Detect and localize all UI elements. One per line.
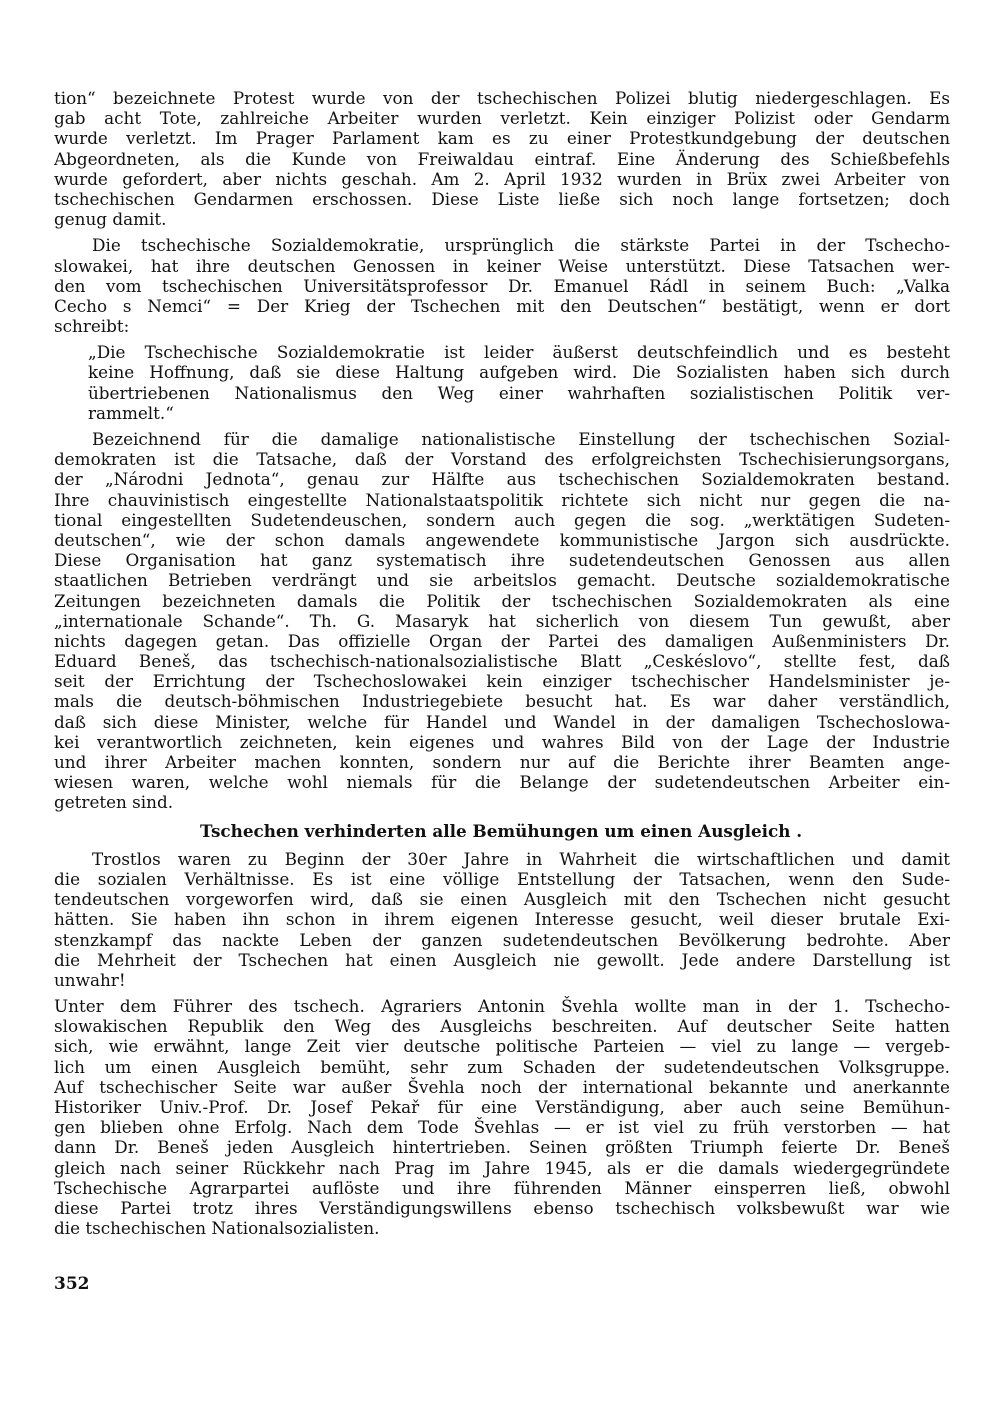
text-line: gen blieben ohne Erfolg. Nach dem Tode Švehlas — er ist viel zu früh verstorben — hat — [54, 1117, 950, 1138]
paragraph — [54, 996, 950, 1238]
text-line: Trostlos waren zu Beginn der 30er Jahre in Wahrheit die wirtschaftlichen und damit — [92, 848, 950, 869]
text-line: „Die Tschechische Sozialdemokratie ist leider äußerst deutschfeindlich und es besteht — [88, 342, 950, 363]
text-line: wiesen waren, welche wohl niemals für die Belange der sudetendeutschen Arbeiter ein- — [54, 772, 950, 793]
text-line: Eduard Beneš, das tschechisch-nationalsozialistische Blatt „Ceskéslovo“, stellte fest, daß — [54, 651, 950, 672]
text-line: hätten. Sie haben ihn schon in ihrem eigenen Interesse gesucht, weil dieser brutale Exi- — [54, 909, 950, 930]
text-line: Zeitungen bezeichneten damals die Politik der tschechischen Sozialdemokraten als eine — [54, 590, 950, 611]
text-line: tschechischen Gendarmen erschossen. Diese Liste ließe sich noch lange fortsetzen; doch — [54, 188, 950, 209]
paragraph — [54, 849, 950, 990]
text-line: seit der Errichtung der Tschechoslowakei kein einziger tschechischer Handelsminister je- — [54, 671, 950, 692]
text-line: diese Partei trotz ihres Verständigungswillens ebenso tschechisch volksbewußt war wie — [54, 1197, 950, 1218]
text-line: genug damit. — [54, 209, 167, 230]
text-line: lich um einen Ausgleich bemüht, sehr zum Schaden der sudetendeutschen Volksgruppe. — [54, 1056, 950, 1077]
text-line: rammelt.“ — [88, 402, 174, 423]
text-line: wurde gefordert, aber nichts geschah. Am 2. April 1932 wurden in Brüx zwei Arbeiter von — [54, 168, 950, 189]
text-line: slowakei, hat ihre deutschen Genossen in keiner Weise unterstützt. Diese Tatsachen wer- — [54, 255, 950, 276]
text-line: mals die deutsch-böhmischen Industriegebiete besucht hat. Es war daher verständlich, — [54, 691, 950, 712]
section-heading: Tschechen verhinderten alle Bemühungen um einen Ausgleich . — [200, 820, 803, 841]
text-line: staatlichen Betrieben verdrängt und sie arbeitslos gemacht. Deutsche sozialdemokratische — [54, 570, 950, 591]
text-line: Auf tschechischer Seite war außer Švehla noch der international bekannte und anerkannte — [54, 1076, 950, 1097]
text-line: Historiker Univ.-Prof. Dr. Josef Pekař für eine Verständigung, aber auch seine Bemühun- — [54, 1097, 950, 1117]
text-line: daß sich diese Minister, welche für Handel und Wandel in der damaligen Tschechoslowa- — [54, 711, 950, 732]
text-line: dann Dr. Beneš jeden Ausgleich hintertrieben. Seinen größten Triumph feierte Dr. Beneš — [54, 1137, 950, 1158]
text-line: Ihre chauvinistisch eingestellte Nationalstaatspolitik richtete sich nicht nur gegen die na- — [54, 489, 950, 510]
paragraph — [54, 235, 950, 336]
text-line: übertriebenen Nationalismus den Weg einer wahrhaften sozialistischen Politik ver- — [88, 382, 950, 403]
text-line: gab acht Tote, zahlreiche Arbeiter wurden verletzt. Kein einziger Polizist oder Gendarm — [54, 108, 950, 129]
paragraph — [54, 429, 950, 813]
paragraph — [54, 88, 950, 229]
text-line: Tschechische Agrarpartei auflöste und ihre führenden Männer einsperren ließ, obwohl — [54, 1177, 950, 1198]
text-line: deutschen“, wie der schon damals angewendete kommunistische Jargon sich ausdrückte. — [54, 529, 950, 550]
text-line: der „Národni Jednota“, genau zur Hälfte aus tschechischen Sozialdemokraten bestand. — [54, 469, 950, 490]
block-quote — [54, 342, 950, 423]
page-number: 352 — [54, 1274, 90, 1294]
text-line: „internationale Schande“. Th. G. Masaryk hat sicherlich von diesem Tun gewußt, aber — [54, 610, 950, 631]
text-line: slowakischen Republik den Weg des Ausgleichs beschreiten. Auf deutscher Seite hatten — [54, 1016, 950, 1037]
text-line: tion“ bezeichnete Protest wurde von der tschechischen Polizei blutig niedergeschlagen. Es — [54, 88, 950, 108]
text-line: Unter dem Führer des tschech. Agrariers Antonin Švehla wollte man in der 1. Tschecho- — [54, 996, 950, 1017]
text-line: die Mehrheit der Tschechen hat einen Ausgleich nie gewollt. Jede andere Darstellung ist — [54, 949, 950, 970]
text-line: unwahr! — [54, 969, 126, 990]
text-line: Abgeordneten, als die Kunde von Freiwaldau eintraf. Eine Änderung des Schießbefehls — [54, 148, 950, 169]
text-line: tendeutschen vorgeworfen wird, daß sie einen Ausgleich mit den Tschechen nicht gesucht — [54, 889, 950, 910]
text-line: demokraten ist die Tatsache, daß der Vorstand des erfolgreichsten Tschechisierungsorgans, — [54, 449, 950, 470]
text-line: Bezeichnend für die damalige nationalistische Einstellung der tschechischen Sozial- — [92, 429, 950, 449]
document-page — [54, 88, 950, 1238]
text-line: kei verantwortlich zeichneten, kein eigenes und wahres Bild von der Lage der Industrie — [54, 731, 950, 752]
text-line: Diese Organisation hat ganz systematisch ihre sudetendeutschen Genossen aus allen — [54, 550, 950, 571]
text-line: wurde verletzt. Im Prager Parlament kam es zu einer Protestkundgebung der deutschen — [54, 128, 950, 149]
text-line: den vom tschechischen Universitätsprofessor Dr. Emanuel Rádl in seinem Buch: „Valka — [54, 275, 950, 296]
text-line: gleich nach seiner Rückkehr nach Prag im Jahre 1945, als er die damals wiedergegründete — [54, 1157, 950, 1178]
text-line: getreten sind. — [54, 792, 174, 813]
text-line: und ihrer Arbeiter machen konnten, sondern nur auf die Berichte ihrer Beamten ange- — [54, 752, 950, 772]
text-line: stenzkampf das nackte Leben der ganzen sudetendeutschen Bevölkerung bedrohte. Aber — [54, 929, 950, 950]
text-line: keine Hoffnung, daß sie diese Haltung aufgeben wird. Die Sozialisten haben sich durch — [88, 362, 950, 383]
text-line: Cecho s Nemci“ = Der Krieg der Tschechen mit den Deutschen“ bestätigt, wenn er dort — [54, 295, 950, 316]
text-line: die tschechischen Nationalsozialisten. — [54, 1218, 380, 1239]
text-line: sich, wie erwähnt, lange Zeit vier deutsche politische Parteien — viel zu lange — vergeb- — [54, 1036, 950, 1057]
text-line: schreibt: — [54, 316, 130, 337]
text-line: tional eingestellten Sudetendeuschen, sondern auch gegen die sog. „werktätigen Sudeten- — [54, 509, 950, 530]
text-line: die sozialen Verhältnisse. Es ist eine völlige Entstellung der Tatsachen, wenn den Sude- — [54, 868, 950, 889]
text-line: nichts dagegen getan. Das offizielle Organ der Partei des damaligen Außenministers Dr. — [54, 630, 950, 651]
text-line: Die tschechische Sozialdemokratie, ursprünglich die stärkste Partei in der Tschecho- — [92, 235, 950, 256]
